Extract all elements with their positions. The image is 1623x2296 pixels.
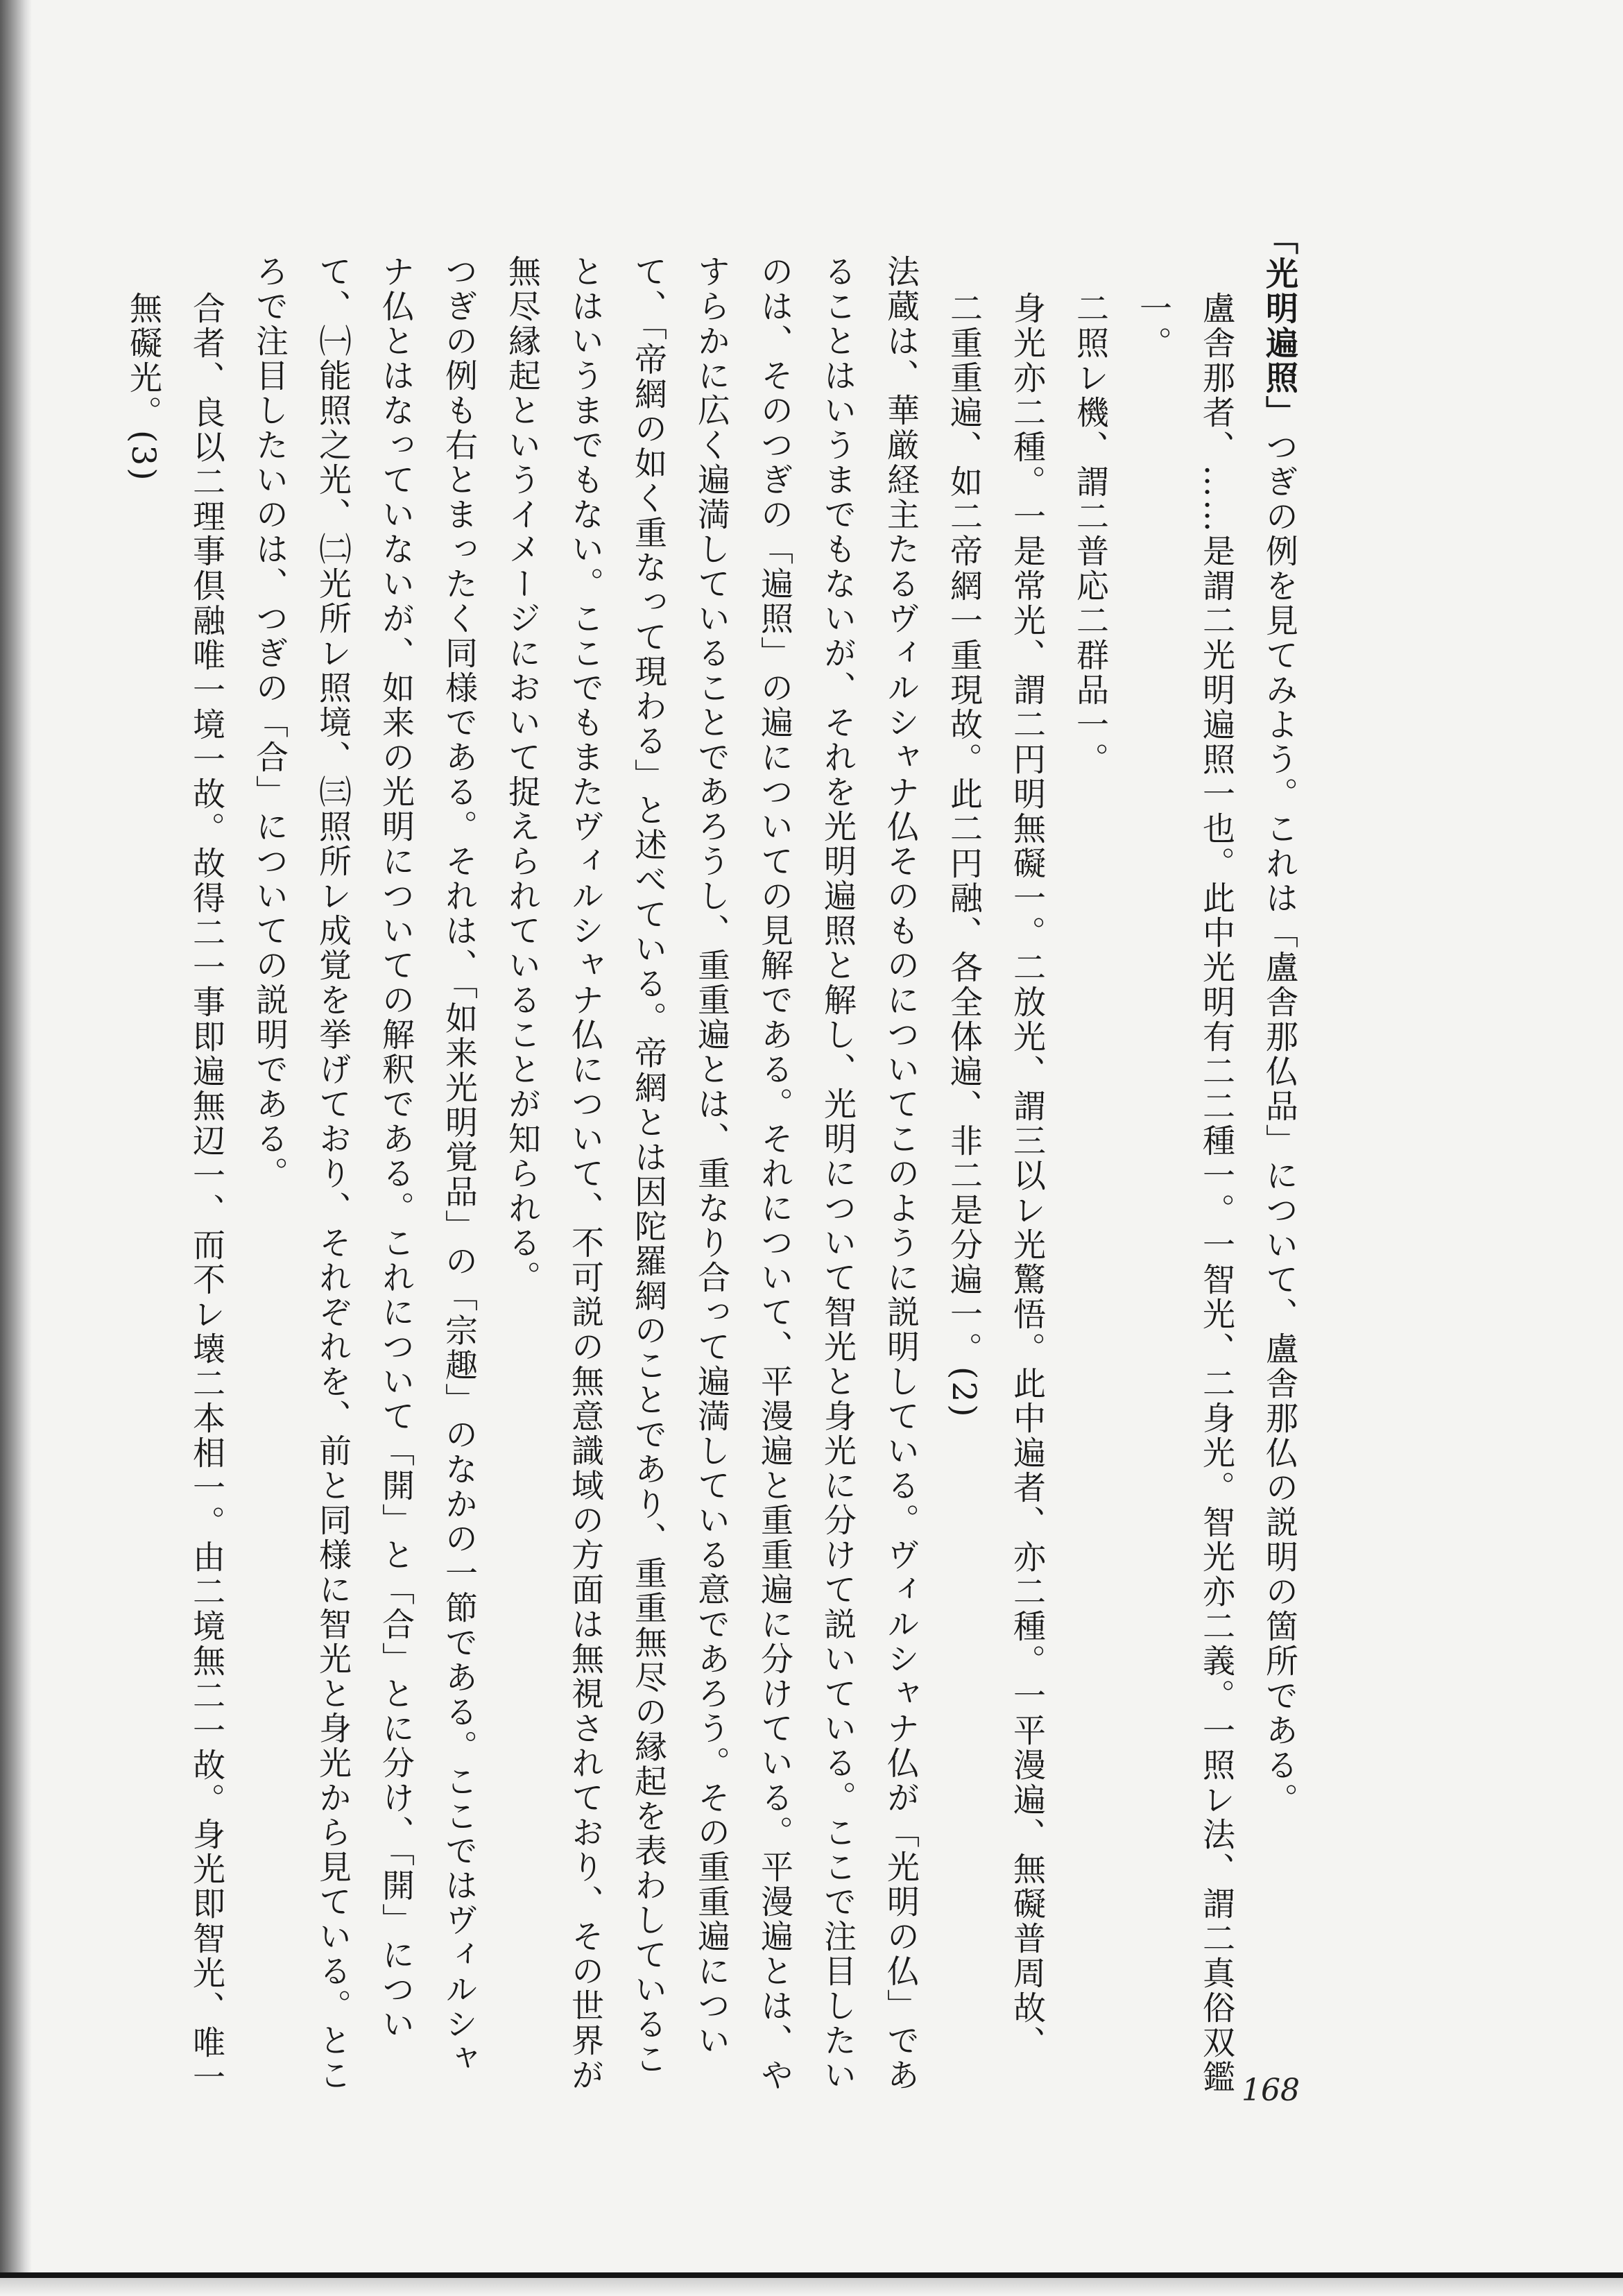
- scan-shadow-left: [0, 0, 32, 2296]
- page-number: 168: [1242, 2073, 1300, 2108]
- body-paragraph: 法蔵は、華厳経主たるヴィルシャナ仏そのものについてこのように説明している。ヴィルシャナ仏が「光明の仏」であることはいうまでもないが、それを光明遍照と解し、光明について智光と身光に分けて説いている。ここで注目したいのは、そのつぎの「遍照」の遍についての見解である。それについて、平漫遍と重重遍に分けている。平漫遍とは、やすらかに広く遍満していることであろうし、重重遍とは、重なり合って遍満している意であろう。その重重遍について、「帝網の如く重なって現わる」と述べている。帝網とは因陀羅網のことであり、重重無尽の縁起を表わしていることはいうまでもない。ここでもまたヴィルシャナ仏について、不可説の無意識域の方面は無視されており、その世界が無尽縁起というイメージにおいて捉えられていることが知られる。: [503, 255, 920, 2093]
- vertical-text-body: [124, 222, 1311, 2109]
- paragraph-heading: [1248, 222, 1311, 2109]
- body-paragraph: つぎの例も右とまったく同様である。それは、「如来光明覚品」の「宗趣」のなかの一節である。ここではヴィルシャナ仏とはなっていないが、如来の光明についての解釈である。これについて「開」と「合」とに分け、「開」について、㈠能照之光、㈡光所レ照境、㈢照所レ成覚を挙げており、それぞれを、前と同様に智光と身光から見ている。ところで注目したいのは、つぎの「合」についての説明である。: [250, 255, 478, 2093]
- quote-line: 二重重遍、如二帝網一重現故。此二円融、各全体遍、非二是分遍一。(2): [945, 291, 983, 1419]
- scan-edge-bottom: [0, 2272, 1623, 2278]
- quote-line: 二照レ機、謂二普応二群品一。: [1071, 291, 1109, 777]
- heading-text: つぎの例を見てみよう。これは「盧舎那仏品」について、盧舎那仏の説明の箇所である。: [1260, 430, 1298, 1817]
- quote-line: 合者、良以二理事倶融唯一境一故。故得二一事即遍無辺一、而不レ壊二本相一。由二境無二一故。身光即智光、唯一無礙光。(3): [124, 291, 225, 2095]
- quote-line: 身光亦二種。一是常光、謂二円明無礙一。二放光、謂三以レ光驚悟。此中遍者、亦二種。一平漫遍、無礙普周故、: [1008, 291, 1046, 2060]
- section-heading: 「光明遍照」: [1260, 222, 1298, 430]
- scan-edge-bottom-fade: [0, 2278, 1623, 2296]
- quote-line: 盧舎那者、……是謂二光明遍照一也。此中光明有二二種一。一智光、二身光。智光亦二義。一照レ法、謂二真俗双鑑一。: [1134, 291, 1235, 2095]
